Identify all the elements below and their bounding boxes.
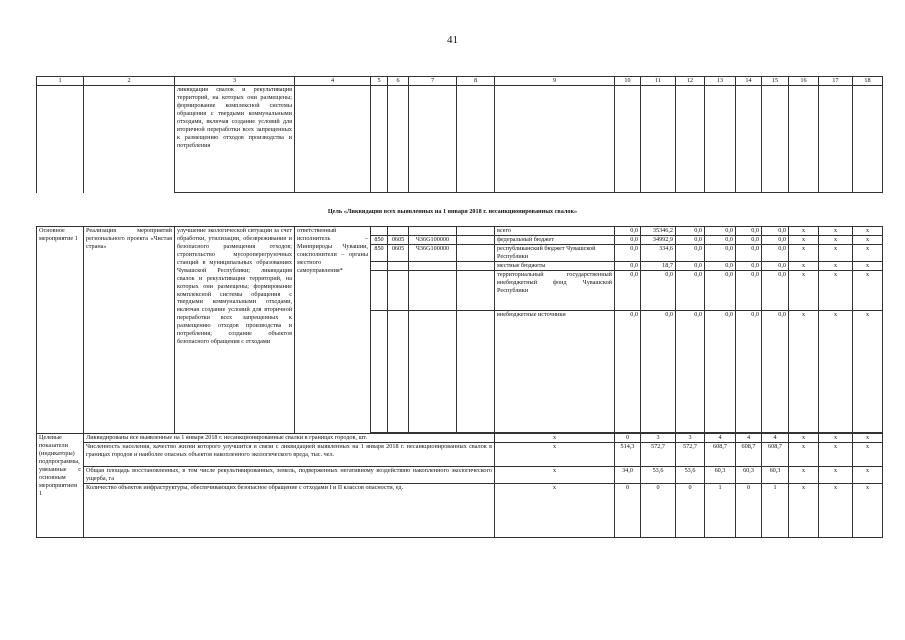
value-cell: x [819,484,853,538]
value-cell: 0,0 [676,311,705,433]
value-cell: 34992,9 [641,236,676,245]
value-cell: 0,0 [615,227,641,236]
value-cell: 0,0 [736,262,762,271]
indicator-mark: x [495,484,615,538]
indicator-text: Ликвидированы все выявленные на 1 января 2018 г. несанкционированные свалки в границах городов, шт. [84,434,495,443]
funding-source: территориальный государственный внебюджетный фонд Чувашской Республики [495,271,615,311]
measure-executors: ответственный исполнитель – Минприроды Чувашии, соисполнители – органы местного самоуправления* [295,227,371,434]
value-cell: 60,3 [736,467,762,484]
col-number: 18 [853,77,883,86]
value-cell: 0 [736,484,762,538]
value-cell: 608,7 [705,443,736,467]
value-cell: 0,0 [705,271,736,311]
value-cell: 0,0 [676,271,705,311]
value-cell: 0,0 [615,245,641,262]
value-cell: 608,7 [762,443,789,467]
value-cell: 0,0 [762,262,789,271]
indicator-text: Количество объектов инфраструктуры, обеспечивающих безопасное обращение с отходами I и II классов опасности, ед. [84,484,495,538]
col-number: 14 [736,77,762,86]
value-cell: 0,0 [641,271,676,311]
value-cell: 53,6 [641,467,676,484]
indicator-mark: x [495,467,615,484]
value-cell: x [819,311,853,433]
value-cell: 0,0 [762,227,789,236]
section-code [388,271,409,311]
value-cell: 0,0 [705,245,736,262]
value-cell: x [853,227,883,236]
value-cell: 0,0 [676,245,705,262]
indicator-row [37,434,883,443]
value-cell: 0,0 [736,236,762,245]
value-cell: 0,0 [705,311,736,433]
value-cell: x [789,236,819,245]
col-number: 13 [705,77,736,86]
value-cell: 53,6 [676,467,705,484]
col-number: 17 [819,77,853,86]
value-cell: x [789,262,819,271]
section-code: 0605 [388,245,409,262]
column-number-row [37,77,883,86]
value-cell: x [853,467,883,484]
col-number: 2 [84,77,175,86]
indicator-row [37,443,883,467]
value-cell: x [819,434,853,443]
measure-project: Реализация мероприятий регионального проекта «Чистая страна» [84,227,175,434]
value-cell: 608,7 [736,443,762,467]
continuation-table [36,76,883,193]
value-cell: 34,0 [615,467,641,484]
col-number: 15 [762,77,789,86]
col-number: 5 [371,77,388,86]
value-cell: 60,3 [705,467,736,484]
col-number: 7 [409,77,457,86]
value-cell: 0,0 [615,311,641,433]
value-cell: 0,0 [641,311,676,433]
value-cell: x [853,434,883,443]
section-code [388,227,409,236]
col-number: 1 [37,77,84,86]
budget-code [371,262,388,271]
budget-code [371,311,388,433]
value-cell: x [819,227,853,236]
col-number: 10 [615,77,641,86]
value-cell: 4 [762,434,789,443]
value-cell: x [789,434,819,443]
value-cell: x [789,443,819,467]
value-cell: x [789,271,819,311]
target-code: Ч36G100000 [409,236,457,245]
value-cell: 0,0 [676,227,705,236]
value-cell: 0,0 [762,245,789,262]
section-code: 0605 [388,236,409,245]
value-cell: x [853,484,883,538]
value-cell: x [789,311,819,433]
value-cell: x [789,227,819,236]
value-cell: 0,0 [762,271,789,311]
value-cell: 0 [615,434,641,443]
indicator-text: Численность населения, качество жизни которого улучшится в связи с ликвидацией выявленных на 1 января 2018 г. несанкционированных свалок в границах городов и наиболее опасных объектов накопленного экологического вреда, тыс. чел. [84,443,495,467]
page-number: 41 [447,34,458,46]
value-cell: 334,6 [641,245,676,262]
value-cell: 572,7 [676,443,705,467]
value-cell: 1 [705,484,736,538]
value-cell: 0,0 [736,271,762,311]
measure-description: улучшение экологической ситуации за счет обработки, утилизации, обезвреживания и безопасного размещения отходов; строительство мусороперегрузочных станций в муниципальных образованиях Чувашской Республики; ликвидация свалок и рекультивация территорий, на которых они размещены; формирование комплексной системы обращения с твердыми коммунальными отходами, включая создание условий для вторичной переработки всех запрещенных к размещению отходов производства и потребления; создание объектов безопасного обращения с отходами [175,227,295,434]
target-code [409,262,457,271]
indicator-mark: x [495,443,615,467]
value-cell: 0,0 [705,262,736,271]
value-cell: 514,3 [615,443,641,467]
funding-source: федеральный бюджет [495,236,615,245]
value-cell: x [819,236,853,245]
goal-heading: Цель «Ликвидация всех выявленных на 1 января 2018 г. несанкционированных свалок» [327,208,578,215]
value-cell: 4 [736,434,762,443]
value-cell: 3 [676,434,705,443]
value-cell: 0,0 [736,311,762,433]
funding-source: внебюджетные источники [495,311,615,433]
col-number: 3 [175,77,295,86]
value-cell: x [853,262,883,271]
value-cell: 35346,2 [641,227,676,236]
value-cell: x [853,271,883,311]
table-row [37,227,883,236]
value-cell: 1 [762,484,789,538]
funding-source: всего [495,227,615,236]
value-cell: 0 [676,484,705,538]
continuation-row [37,86,883,193]
value-cell: 0,0 [762,311,789,433]
value-cell: x [819,262,853,271]
col-number: 4 [295,77,371,86]
col-number: 6 [388,77,409,86]
value-cell: x [819,467,853,484]
value-cell: 0,0 [615,271,641,311]
section-code [388,311,409,433]
value-cell: x [853,236,883,245]
value-cell: x [789,484,819,538]
value-cell: x [819,443,853,467]
value-cell: 0 [615,484,641,538]
value-cell: 572,7 [641,443,676,467]
value-cell: 0,0 [705,227,736,236]
main-table [36,226,883,538]
value-cell: 0 [641,484,676,538]
value-cell: 0,0 [615,262,641,271]
budget-code [371,227,388,236]
indicators-label: Целевые показатели (индикаторы) подпрограммы, увязанные с основным мероприятием 1 [37,434,84,538]
indicator-row [37,484,883,538]
value-cell: 0,0 [736,227,762,236]
value-cell: x [853,311,883,433]
col-number: 11 [641,77,676,86]
value-cell: 0,0 [676,236,705,245]
target-code [409,227,457,236]
col-number: 8 [457,77,495,86]
col-number: 9 [495,77,615,86]
target-code [409,311,457,433]
value-cell: 4 [705,434,736,443]
value-cell: 60,3 [762,467,789,484]
col-number: 16 [789,77,819,86]
value-cell: x [853,443,883,467]
indicator-mark: x [495,434,615,443]
value-cell: 0,0 [705,236,736,245]
funding-source: республиканский бюджет Чувашской Республики [495,245,615,262]
value-cell: 0,0 [676,262,705,271]
budget-code: 850 [371,236,388,245]
target-code [409,271,457,311]
col-number: 12 [676,77,705,86]
value-cell: x [789,467,819,484]
target-code: Ч36G100000 [409,245,457,262]
section-code [388,262,409,271]
value-cell: x [819,271,853,311]
value-cell: 18,7 [641,262,676,271]
budget-code: 850 [371,245,388,262]
value-cell: 0,0 [762,236,789,245]
measure-title: Основное мероприятие 1 [37,227,84,434]
value-cell: x [819,245,853,262]
budget-code [371,271,388,311]
indicator-row [37,467,883,484]
value-cell: 0,0 [736,245,762,262]
value-cell: x [853,245,883,262]
continuation-text: ликвидация свалок и рекультивация территорий, на которых они размещены; формирование комплексной системы обращения с твердыми коммунальными отходами, включая создание условий для вторичной переработки всех запрещенных к размещению отходов производства и потребления [175,86,295,193]
value-cell: 0,0 [615,236,641,245]
value-cell: x [789,245,819,262]
funding-source: местные бюджеты [495,262,615,271]
indicator-text: Общая площадь восстановленных, в том числе рекультивированных, земель, подверженных негативному воздействию накопленного экологического ущерба, га [84,467,495,484]
value-cell: 3 [641,434,676,443]
